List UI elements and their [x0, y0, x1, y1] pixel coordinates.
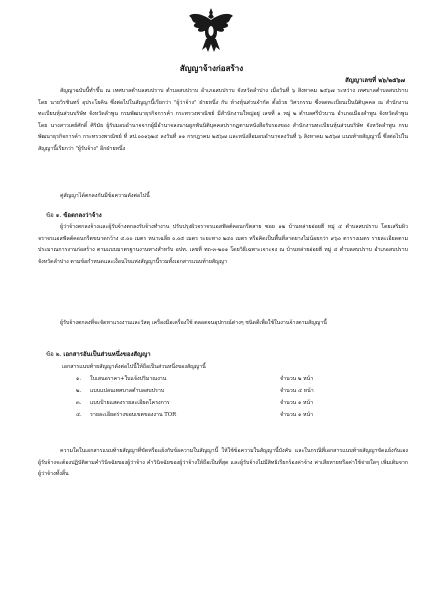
- annex-number: ๓.: [76, 400, 82, 406]
- clause-1-number: ข้อ ๑.: [46, 212, 62, 219]
- annex-item: [76, 374, 346, 385]
- annex-number: ๑.: [76, 376, 82, 382]
- annex-item: [76, 398, 346, 409]
- clause-2-closing-paragraph: ความใดในเอกสารแนบท้ายสัญญาที่ขัดหรือแย้งกับข้อความในสัญญานี้ ให้ใช้ข้อความในสัญญานี้บังคับ และในกรณีที่เอกสารแนบท้ายสัญญาขัดแย้งกันเอง ผู้รับจ้างจะต้องปฏิบัติตามคำวินิจฉัยของผู้ว่าจ้าง คำวินิจฉัยของผู้ว่าจ้างให้ถือเป็นที่สุด และผู้รับจ้างไม่มีสิทธิเรียกร้องค่าจ้าง ค่าเสียหายหรือค่าใช้จ่ายใดๆ เพิ่มเติมจากผู้ว่าจ้างทั้งสิ้น: [38, 448, 408, 477]
- annex-quantity: จำนวน ๒ หน้า: [280, 376, 314, 382]
- intro-paragraph: สัญญาฉบับนี้ทำขึ้น ณ เทศบาลตำบลสบปราบ ตำบลสบปราบ อำเภอสบปราบ จังหวัดลำปาง เมื่อวันที่ ๖ สิงหาคม ๒๕๖๗ ระหว่าง เทศบาลตำบลสบปราบ โดย นายวิรชินทร์ อุประโยคิน ซึ่งต่อไปในสัญญานี้เรียกว่า "ผู้ว่าจ้าง" ฝ่ายหนึ่ง กับ ห้างหุ้นส่วนจำกัด ตั้งถ้วย วิศวกรรม ซึ่งจดทะเบียนเป็นนิติบุคคล ณ สำนักงานทะเบียนหุ้นส่วนบริษัท จังหวัดลำพูน กรมพัฒนาธุรกิจการค้า กระทรวงพาณิชย์ มีสำนักงานใหญ่อยู่ เลขที่ ๑ หมู่ ๒ ตำบลศรีบัวบาน อำเภอเมืองลำพูน จังหวัดลำพูน โดย นางสาวเตย์ศักดิ์ ศิริมัย ผู้รับมอบอำนาจจากผู้มีอำนาจลงนามผูกพันนิติบุคคลปรากฏตามหนังสือรับรองของ สำนักงานทะเบียนหุ้นส่วนบริษัท จังหวัดลำพูน กรมพัฒนาธุรกิจการค้า กระทรวงพาณิชย์ ที่ สป.๐๐๑๖๒๔ ลงวันที่ ๑๑ กรกฎาคม ๒๕๖๗ และหนังสือมอบอำนาจลงวันที่ ๖ สิงหาคม ๒๕๖๗ แนบท้ายสัญญานี้ ซึ่งต่อไปในสัญญานี้เรียกว่า "ผู้รับจ้าง" อีกฝ่ายหนึ่ง: [38, 88, 408, 152]
- annex-name: แบบแปลนเทศบาลตำบลสบปราบ: [90, 388, 165, 394]
- clause-1-heading: [46, 212, 102, 220]
- clause-2-heading: [46, 351, 151, 359]
- annex-number: ๒.: [76, 388, 82, 394]
- annex-quantity: จำนวน ๑ หน้า: [280, 400, 314, 406]
- garuda-emblem-icon: [187, 6, 235, 56]
- annex-item: [76, 386, 346, 397]
- document-title: สัญญาจ้างก่อสร้าง: [179, 63, 244, 73]
- annex-number: ๔.: [76, 412, 82, 418]
- clause-2-intro: เอกสารแนบท้ายสัญญาดังต่อไปนี้ให้ถือเป็นส่วนหนึ่งของสัญญานี้: [62, 364, 206, 370]
- annex-quantity: จำนวน ๑ หน้า: [280, 412, 314, 418]
- annex-name: รายละเอียดร่างขอบเขตของงาน TOR: [90, 412, 177, 418]
- clause-1-paragraph-1: ผู้ว่าจ้างตกลงจ้างและผู้รับจ้างตกลงรับจ้างทำงาน ปรับปรุงผิวจราจรแอสฟัลต์คอนกรีตสาย ซอย ๑๒ บ้านหล่ายอ่อยฮี หมู่ ๔ ตำบลสบปราบ โดยเสริมผิวจราจรแอสฟัลต์คอนกรีตขนาดกว้าง ๔.๐๐ เมตร หนาเฉลี่ย ๐.๐๕ เมตร ระยะทาง ๒๔๐ เมตร หรือคิดเป็นพื้นที่ลาดยางไม่น้อยกว่า ๙๖๐ ตารางเมตร รายละเอียดตามประมาณการงานก่อสร้าง ตามแบบมาตรฐานงานทางสำหรับ อปท. เลขที่ ทถ-๓-๒๐๑ โดยวิธีเฉพาะเจาะจง ณ บ้านหล่ายอ่อยฮี หมู่ ๔ ตำบลสบปราบ อำเภอสบปราบ จังหวัดลำปาง ตามข้อกำหนดและเงื่อนไขแห่งสัญญานี้รวมทั้งเอกสารแนบท้ายสัญญา: [38, 224, 408, 265]
- clause-2-title: เอกสารอันเป็นส่วนหนึ่งของสัญญา: [63, 351, 151, 358]
- annex-name: แบบป้ายแสดงรายละเอียดโครงการ: [90, 400, 170, 406]
- clause-2-number: ข้อ ๒.: [46, 351, 62, 358]
- clause-1-title: ข้อตกลงว่าจ้าง: [63, 212, 102, 219]
- agreement-statement: คู่สัญญาได้ตกลงกันมีข้อความดังต่อไปนี้: [60, 193, 150, 199]
- contract-number: สัญญาเลขที่ ๒๖/๒๕๖๗: [345, 77, 405, 84]
- clause-1-paragraph-2: ผู้รับจ้างตกลงที่จะจัดหาแรงงานและวัสดุ เครื่องมือเครื่องใช้ ตลอดจนอุปกรณ์ต่างๆ ชนิดดีเพื่อใช้ในงานจ้างตามสัญญานี้: [60, 320, 327, 326]
- annex-name: ใบเสนอราคา+ใบแจ้งปริมาณงาน: [90, 376, 167, 382]
- annex-item: [76, 410, 346, 421]
- annex-quantity: จำนวน ๔ หน้า: [280, 388, 314, 394]
